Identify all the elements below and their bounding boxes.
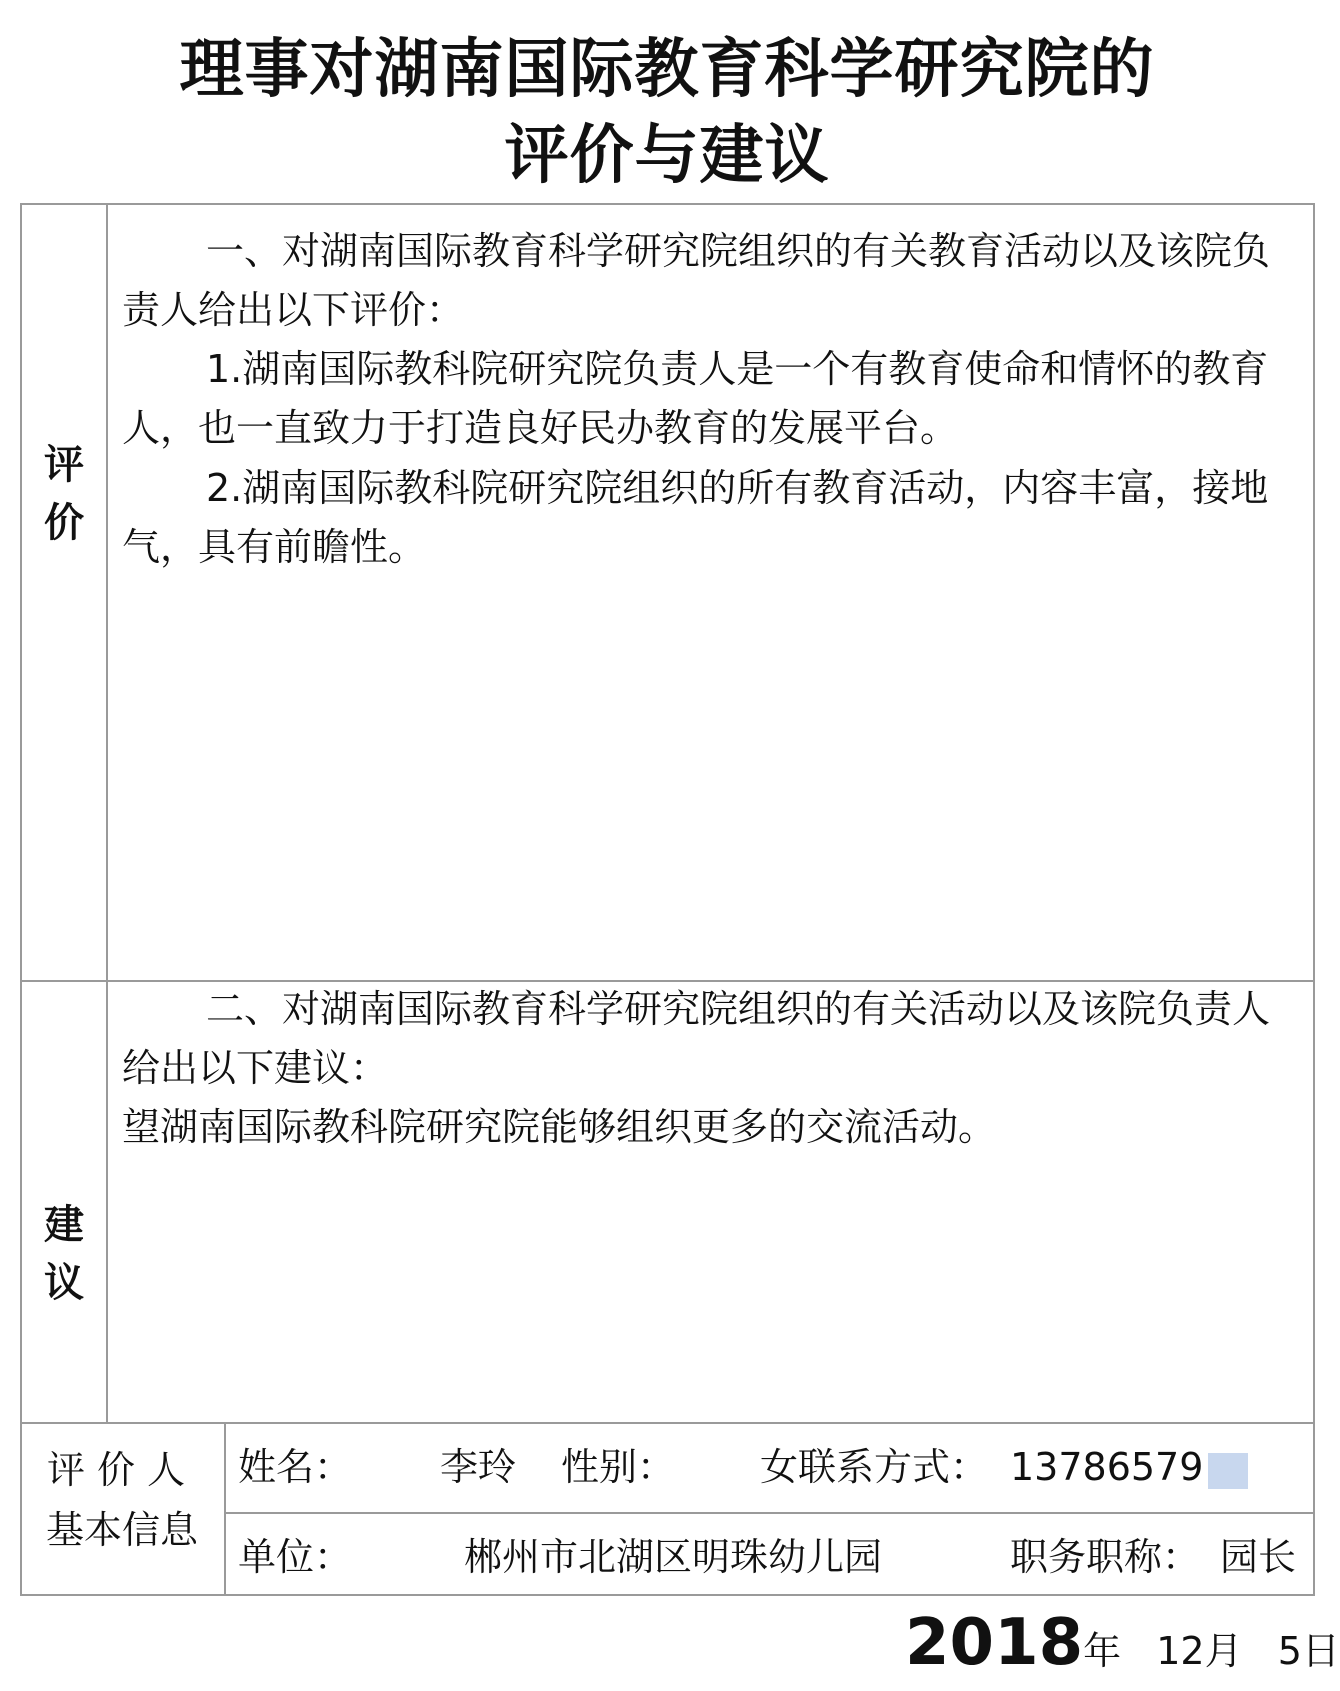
date-day: 5 [1277, 1629, 1302, 1673]
date-month: 12 [1156, 1629, 1205, 1673]
date-year-unit: 年 [1083, 1629, 1122, 1673]
document-title-line1: 理事对湖南国际教育科学研究院的 [179, 33, 1155, 107]
row-divider-info [224, 1512, 1315, 1514]
evaluation-label-char-1: 评 [44, 442, 84, 488]
suggestion-intro: 二、对湖南国际教育科学研究院组织的有关活动以及该院负责人给出以下建议： [122, 987, 1271, 1090]
unit-value: 郴州市北湖区明珠幼儿园 [464, 1535, 883, 1579]
evaluator-label-line1: 评价人 [46, 1448, 197, 1492]
position-value: 园长 [1220, 1535, 1297, 1579]
evaluation-item-2: 2.湖南国际教科院研究院组织的所有教育活动，内容丰富，接地气，具有前瞻性。 [122, 466, 1269, 569]
contact-value: 13786579 [1010, 1445, 1204, 1489]
date-month-unit: 月 [1204, 1629, 1243, 1673]
evaluation-item-1: 1.湖南国际教科院研究院负责人是一个有教育使命和情怀的教育人，也一直致力于打造良好民办教育的发展平台。 [122, 347, 1269, 450]
suggestion-label [22, 1196, 106, 1312]
date-year: 2018 [905, 1606, 1084, 1680]
name-value: 李玲 [440, 1445, 517, 1489]
name-label: 姓名： [238, 1445, 353, 1489]
gender-label: 性别： [561, 1445, 676, 1489]
date-day-unit: 日 [1301, 1629, 1340, 1673]
suggestion-content: 望湖南国际教科院研究院能够组织更多的交流活动。 [122, 1105, 997, 1149]
evaluation-label [22, 436, 106, 552]
date-line [905, 1606, 1340, 1680]
redaction-block [1208, 1453, 1248, 1489]
gender-value: 女 [760, 1445, 799, 1489]
info-column-divider [224, 1422, 226, 1596]
position-label: 职务职称： [1010, 1535, 1201, 1579]
unit-label: 单位： [238, 1535, 353, 1579]
row-divider-suggestion [20, 1422, 1315, 1424]
evaluation-intro: 一、对湖南国际教育科学研究院组织的有关教育活动以及该院负责人给出以下评价： [122, 229, 1271, 332]
evaluator-label-line2: 基本信息 [45, 1508, 198, 1552]
evaluator-info-label [22, 1440, 222, 1560]
contact-label: 联系方式： [798, 1445, 989, 1489]
label-column-divider [106, 203, 108, 1423]
suggestion-label-char-2: 议 [44, 1260, 84, 1306]
document-title-line2: 评价与建议 [504, 119, 830, 193]
evaluation-label-char-2: 价 [44, 500, 84, 546]
suggestion-label-char-1: 建 [44, 1202, 84, 1248]
